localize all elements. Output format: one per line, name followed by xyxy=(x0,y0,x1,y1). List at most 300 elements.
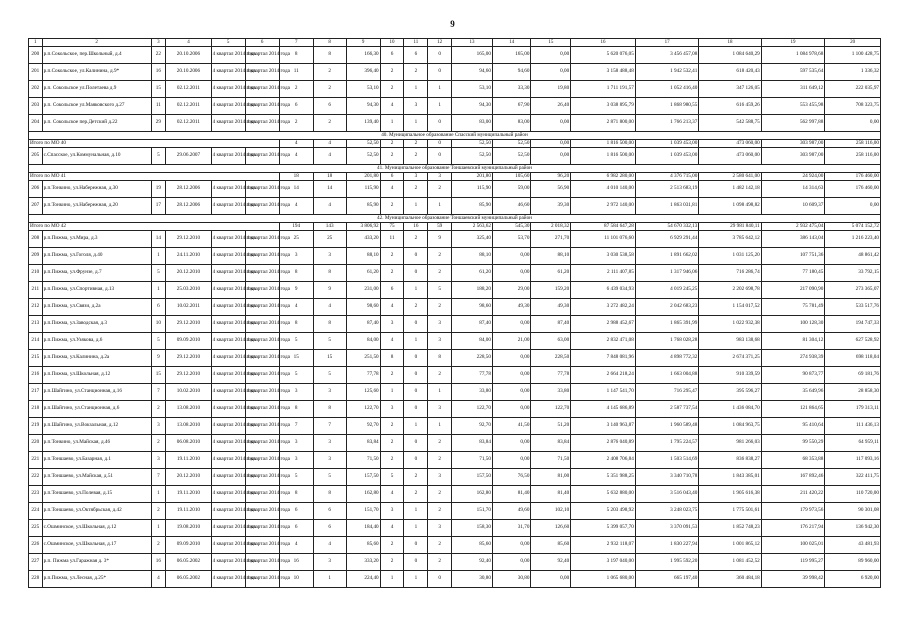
table-cell: 1 711 191,57 xyxy=(571,81,636,98)
table-cell: с.Ошминское, ул.Школьная, д.12 xyxy=(42,520,151,537)
table-cell: 6 xyxy=(279,98,313,115)
table-cell: 10.02.2010 xyxy=(166,384,211,401)
table-cell: р.п.Пижма, ул.Школьная, д.12 xyxy=(42,367,151,384)
table-cell: 16 xyxy=(279,554,313,571)
table-cell: 0,00 xyxy=(492,265,531,282)
table-cell: 89 960,00 xyxy=(825,554,881,571)
table-cell: 3 xyxy=(151,452,166,469)
table-cell: 2 xyxy=(404,148,428,165)
table-cell: 4 xyxy=(313,198,346,215)
table-cell: 14 xyxy=(151,231,166,248)
table-cell: 222 xyxy=(29,469,43,486)
table-cell: 13.08.2010 xyxy=(166,401,211,418)
table-cell: 1 031 125,20 xyxy=(699,248,761,265)
table-cell: 121 864,65 xyxy=(761,401,825,418)
table-row xyxy=(29,452,881,469)
total-cell: 75 xyxy=(380,223,404,231)
table-cell: 1 xyxy=(428,98,452,115)
table-cell: 4 квартал 2014 года xyxy=(211,148,245,165)
table-cell: 3 xyxy=(428,520,452,537)
table-cell: 9 xyxy=(151,350,166,367)
table-cell: 3 197 040,00 xyxy=(571,554,636,571)
total-cell: 545,30 xyxy=(492,223,531,231)
table-cell: 214 xyxy=(29,333,43,350)
table-cell: 1 768 028,28 xyxy=(635,333,699,350)
total-cell: 0 xyxy=(428,140,452,148)
table-cell: 2 xyxy=(428,537,452,554)
total-cell: 176 460,00 xyxy=(825,173,881,181)
total-cell: 87 584 647,28 xyxy=(571,223,636,231)
table-cell: 4 квартал 2014 года xyxy=(245,115,279,132)
table-cell: 1 xyxy=(404,418,428,435)
table-cell: р.п.Пижма, ул.Связи, д.2а xyxy=(42,299,151,316)
table-cell: 0 xyxy=(404,316,428,333)
table-cell: 4 квартал 2014 года xyxy=(245,333,279,350)
table-cell: 20.12.2010 xyxy=(166,469,211,486)
table-cell: 4 010 140,00 xyxy=(571,181,636,198)
header-cell: 17 xyxy=(635,39,699,47)
table-cell: 2 xyxy=(380,248,404,265)
table-cell: 69 181,76 xyxy=(825,367,881,384)
table-cell: 151,70 xyxy=(452,503,493,520)
table-cell: 95 410,64 xyxy=(761,418,825,435)
table-cell: 61,20 xyxy=(531,265,571,282)
total-cell: 258 116,00 xyxy=(825,140,881,148)
table-cell: 273 365,07 xyxy=(825,282,881,299)
table-cell: 1 482 142,18 xyxy=(699,181,761,198)
table-cell: 119 995,27 xyxy=(761,554,825,571)
table-cell: 665 197,40 xyxy=(635,571,699,588)
table-cell: 1 816 500,00 xyxy=(571,148,636,165)
table-cell: 2 832 471,08 xyxy=(571,333,636,350)
table-cell: 10.02.2011 xyxy=(166,299,211,316)
table-cell: 716 286,74 xyxy=(699,265,761,282)
table-cell: 3 xyxy=(428,469,452,486)
table-cell: 3 xyxy=(279,248,313,265)
table-cell: 1 052 416,40 xyxy=(635,81,699,98)
table-cell: 3 xyxy=(428,401,452,418)
table-cell: 88,10 xyxy=(531,248,571,265)
table-cell: 983 138,68 xyxy=(699,333,761,350)
section-title: 42. Муниципальное образование Тоншаевский муниципальный район xyxy=(29,215,881,223)
table-cell: 228,50 xyxy=(531,350,571,367)
table-cell: 157,50 xyxy=(452,469,493,486)
table-cell: 81,00 xyxy=(531,469,571,486)
table-cell: 4 квартал 2014 года xyxy=(245,148,279,165)
total-label: Итого по МО 41 xyxy=(29,173,280,181)
table-cell: 2 xyxy=(428,554,452,571)
table-cell: 2 xyxy=(279,81,313,98)
table-cell: 2 xyxy=(380,64,404,81)
table-cell: 85,60 xyxy=(346,537,380,554)
table-cell: 1 868 980,55 xyxy=(635,98,699,115)
table-cell: 4 квартал 2014 года xyxy=(245,47,279,64)
table-cell: 1 942 532,41 xyxy=(635,64,699,81)
table-cell: р.п.Тоншаево, ул.Октябрьская, д.42 xyxy=(42,503,151,520)
table-cell: 83,84 xyxy=(531,435,571,452)
table-cell: 0,00 xyxy=(492,435,531,452)
table-cell: 122,70 xyxy=(452,401,493,418)
table-cell: 4 квартал 2014 года xyxy=(245,64,279,81)
table-cell: 25 xyxy=(313,231,346,248)
table-cell: 71,50 xyxy=(346,452,380,469)
table-cell: 2 xyxy=(380,435,404,452)
table-cell: 8 xyxy=(279,401,313,418)
table-cell: 51,20 xyxy=(531,418,571,435)
table-cell: 1 xyxy=(151,520,166,537)
table-cell: 1 084 978,68 xyxy=(761,47,825,64)
table-cell: 2 xyxy=(428,452,452,469)
table-cell: р.п.Пижма, ул.Лесная, д.25* xyxy=(42,571,151,588)
table-cell: 2 xyxy=(428,486,452,503)
table-cell: 698 118,04 xyxy=(825,350,881,367)
table-cell: 4 квартал 2014 года xyxy=(245,198,279,215)
table-cell: 194 747,33 xyxy=(825,316,881,333)
table-cell: 251,50 xyxy=(346,350,380,367)
table-row xyxy=(29,316,881,333)
table-cell: р.п.Тонкино, ул.Набережная, д.30 xyxy=(42,181,151,198)
data-table xyxy=(28,38,881,588)
table-cell: 2 xyxy=(380,418,404,435)
header-cell: 20 xyxy=(825,39,881,47)
table-cell: 226 xyxy=(29,537,43,554)
table-cell: 2 xyxy=(404,231,428,248)
table-cell: 2 408 706,84 xyxy=(571,452,636,469)
table-cell: 3 xyxy=(279,435,313,452)
table-cell: 1 905 616,38 xyxy=(699,486,761,503)
total-cell: 105,60 xyxy=(492,173,531,181)
table-cell: 16 xyxy=(151,554,166,571)
table-cell: 4 квартал 2014 года xyxy=(245,418,279,435)
table-cell: 0,00 xyxy=(492,554,531,571)
table-cell: 0 xyxy=(404,384,428,401)
table-cell: 4 квартал 2014 года xyxy=(211,384,245,401)
table-cell: 15 xyxy=(279,350,313,367)
table-cell: 2 xyxy=(279,115,313,132)
total-cell: 4 xyxy=(279,140,313,148)
page-number: 9 xyxy=(450,19,455,29)
table-cell: 1 xyxy=(151,486,166,503)
table-cell: 6 929 291,44 xyxy=(635,231,699,248)
table-row xyxy=(29,148,881,165)
table-cell: р.п.Пижма, ул.Спортивная, д.13 xyxy=(42,282,151,299)
table-cell: 2 xyxy=(428,181,452,198)
table-cell: 204 xyxy=(29,115,43,132)
table-cell: 0 xyxy=(404,367,428,384)
table-cell: 0,00 xyxy=(492,537,531,554)
table-cell: 1 098 498,82 xyxy=(699,198,761,215)
table-cell: 29 xyxy=(151,115,166,132)
table-cell: 618 420,43 xyxy=(699,64,761,81)
table-cell: 77,78 xyxy=(531,367,571,384)
table-cell: 110 720,00 xyxy=(825,486,881,503)
table-cell: 4 xyxy=(279,148,313,165)
table-cell: 92,70 xyxy=(452,418,493,435)
table-cell: 81 304,12 xyxy=(761,333,825,350)
table-cell: 3 158 488,48 xyxy=(571,64,636,81)
table-cell: 20.10.2006 xyxy=(166,64,211,81)
table-cell: 4 квартал 2014 года xyxy=(211,231,245,248)
table-cell: 21,00 xyxy=(492,333,531,350)
table-cell: 4 квартал 2014 года xyxy=(245,350,279,367)
table-cell: 5 xyxy=(279,469,313,486)
table-cell: 0 xyxy=(428,148,452,165)
table-row xyxy=(29,98,881,115)
total-cell: 201,80 xyxy=(346,173,380,181)
table-cell: 107 751,36 xyxy=(761,248,825,265)
table-row xyxy=(29,248,881,265)
table-cell: 910 339,59 xyxy=(699,367,761,384)
table-cell: 3 xyxy=(151,418,166,435)
table-row xyxy=(29,81,881,98)
table-cell: 3 xyxy=(428,333,452,350)
table-cell: 222 035,97 xyxy=(825,81,881,98)
table-cell: р.п.Тоншаево, ул.Базарная, д.1 xyxy=(42,452,151,469)
table-cell: 228 xyxy=(29,571,43,588)
table-cell: 63,00 xyxy=(531,333,571,350)
table-cell: 87,40 xyxy=(531,316,571,333)
table-cell: 1 022 932,38 xyxy=(699,316,761,333)
table-cell: 4 квартал 2014 года xyxy=(211,181,245,198)
table-cell: 3 xyxy=(380,401,404,418)
table-cell: 33 792,15 xyxy=(825,265,881,282)
table-cell: 1 147 541,70 xyxy=(571,384,636,401)
table-cell: 02.12.2011 xyxy=(166,81,211,98)
table-cell: 8 xyxy=(313,486,346,503)
table-cell: 75 781,49 xyxy=(761,299,825,316)
table-row xyxy=(29,47,881,64)
table-cell: 3 038 895,79 xyxy=(571,98,636,115)
table-cell: 4 xyxy=(380,181,404,198)
table-cell: 0,00 xyxy=(531,115,571,132)
table-row xyxy=(29,265,881,282)
table-row xyxy=(29,384,881,401)
table-cell: 1 001 865,12 xyxy=(699,537,761,554)
total-cell: 194 xyxy=(279,223,313,231)
total-cell: 29 981 840,11 xyxy=(699,223,761,231)
table-cell: 94,30 xyxy=(452,98,493,115)
total-cell: 3 xyxy=(404,173,428,181)
table-cell: 2 xyxy=(428,265,452,282)
table-cell: 117 093,16 xyxy=(825,452,881,469)
table-cell: 1 154 017,52 xyxy=(699,299,761,316)
table-cell: 52,50 xyxy=(346,148,380,165)
table-cell: 0,00 xyxy=(825,115,881,132)
table-cell: 2 xyxy=(428,248,452,265)
table-cell: 179 313,11 xyxy=(825,401,881,418)
total-cell: 52,50 xyxy=(452,140,493,148)
table-cell: 5 xyxy=(313,367,346,384)
table-cell: 3 272 482,24 xyxy=(571,299,636,316)
table-cell: 2 xyxy=(380,198,404,215)
header-cell: 7 xyxy=(279,39,313,47)
table-cell: р.п.Пижма, ул.Гоголя, д.40 xyxy=(42,248,151,265)
table-cell: 325,40 xyxy=(452,231,493,248)
table-cell: 4 квартал 2014 года xyxy=(211,537,245,554)
table-cell: 14 xyxy=(313,181,346,198)
table-cell: 3 xyxy=(428,316,452,333)
table-cell: 4 квартал 2014 года xyxy=(245,486,279,503)
table-cell: р.п.Пижма, ул.Узякова, д.6 xyxy=(42,333,151,350)
total-label: Итого по МО 40 xyxy=(29,140,280,148)
table-cell: 0,00 xyxy=(531,148,571,165)
table-cell: 29,00 xyxy=(492,282,531,299)
table-cell: 6 xyxy=(380,282,404,299)
section-row xyxy=(29,165,881,173)
table-cell: 15 xyxy=(313,350,346,367)
table-cell: 53,10 xyxy=(452,81,493,98)
table-cell: 562 997,88 xyxy=(761,115,825,132)
table-cell: 2 042 683,23 xyxy=(635,299,699,316)
table-cell: 09.09.2010 xyxy=(166,333,211,350)
table-cell: 7 xyxy=(151,384,166,401)
table-cell: 26,40 xyxy=(531,98,571,115)
table-cell: 11 101 076,60 xyxy=(571,231,636,248)
table-cell: 200 xyxy=(29,47,43,64)
table-cell: 1 436 084,70 xyxy=(699,401,761,418)
total-cell: 2 018,32 xyxy=(531,223,571,231)
header-cell: 9 xyxy=(346,39,380,47)
table-cell: 90 873,77 xyxy=(761,367,825,384)
table-cell: 4 квартал 2014 года xyxy=(211,350,245,367)
table-cell: 39 998,42 xyxy=(761,571,825,588)
table-cell: 09.09.2010 xyxy=(166,537,211,554)
table-cell: 53,10 xyxy=(346,81,380,98)
table-cell: 0,00 xyxy=(492,401,531,418)
table-cell: 4 квартал 2014 года xyxy=(211,98,245,115)
total-cell: 1 816 500,00 xyxy=(571,140,636,148)
total-cell: 18 xyxy=(313,173,346,181)
header-cell: 6 xyxy=(245,39,279,47)
table-cell: 4 xyxy=(279,537,313,554)
table-cell: 2 xyxy=(404,486,428,503)
table-cell: 3 xyxy=(313,248,346,265)
table-cell: 8 xyxy=(428,350,452,367)
table-cell: 0,00 xyxy=(531,47,571,64)
total-row xyxy=(29,140,881,148)
table-cell: 122,70 xyxy=(531,401,571,418)
table-cell: 4 145 686,89 xyxy=(571,401,636,418)
table-cell: 5 203 498,92 xyxy=(571,503,636,520)
table-cell: 115,90 xyxy=(346,181,380,198)
table-cell: 4 квартал 2014 года xyxy=(245,231,279,248)
table-cell: 1 xyxy=(404,81,428,98)
header-cell: 11 xyxy=(404,39,428,47)
table-cell: 1 830 227,94 xyxy=(635,537,699,554)
table-cell: 5 xyxy=(313,469,346,486)
table-cell: 0 xyxy=(428,571,452,588)
table-cell: 4 квартал 2014 года xyxy=(211,81,245,98)
table-cell: 10 xyxy=(279,571,313,588)
table-cell: 19.11.2010 xyxy=(166,452,211,469)
table-cell: 159,20 xyxy=(531,282,571,299)
header-cell: 14 xyxy=(492,39,531,47)
table-cell: 77 180,45 xyxy=(761,265,825,282)
table-cell: 2 xyxy=(380,537,404,554)
table-cell: 06.05.2002 xyxy=(166,571,211,588)
total-cell: 3 xyxy=(428,173,452,181)
table-cell: 85,60 xyxy=(531,537,571,554)
table-cell: 206 xyxy=(29,181,43,198)
table-cell: 228,50 xyxy=(452,350,493,367)
table-cell: 4 квартал 2014 года xyxy=(211,486,245,503)
table-cell: 0 xyxy=(428,115,452,132)
table-row xyxy=(29,520,881,537)
table-cell: 6 xyxy=(313,503,346,520)
header-cell: 19 xyxy=(761,39,825,47)
table-cell: 4 квартал 2014 года xyxy=(211,282,245,299)
header-cell: 16 xyxy=(571,39,636,47)
table-cell: 19.11.2010 xyxy=(166,486,211,503)
total-cell: 18 xyxy=(279,173,313,181)
table-cell: 1 960 589,48 xyxy=(635,418,699,435)
table-cell: 333,20 xyxy=(346,554,380,571)
table-cell: 8 xyxy=(279,265,313,282)
table-cell: 4 квартал 2014 года xyxy=(245,384,279,401)
total-cell: 2 580 641,00 xyxy=(699,173,761,181)
table-cell: 13.08.2010 xyxy=(166,418,211,435)
table-cell: 6 xyxy=(313,520,346,537)
table-cell: 1 065 680,00 xyxy=(571,571,636,588)
table-cell: 4 квартал 2014 года xyxy=(245,503,279,520)
table-cell: 188,20 xyxy=(452,282,493,299)
table-cell: 111 436,13 xyxy=(825,418,881,435)
table-cell: 29.06.2007 xyxy=(166,148,211,165)
table-cell: р.п.Пижма, ул.Фрунзе, д.7 xyxy=(42,265,151,282)
table-cell: 28.12.2006 xyxy=(166,198,211,215)
table-cell: 19.08.2010 xyxy=(166,520,211,537)
header-cell: 4 xyxy=(166,39,211,47)
table-cell: 84,00 xyxy=(346,333,380,350)
table-cell: 52,50 xyxy=(492,148,531,165)
table-cell: 2 xyxy=(404,181,428,198)
table-cell: с.Ошминское, ул.Школьная, д.17 xyxy=(42,537,151,554)
table-cell: 2 513 683,19 xyxy=(635,181,699,198)
table-cell: 217 xyxy=(29,384,43,401)
table-cell: 20.12.2010 xyxy=(166,265,211,282)
table-cell: 4 квартал 2014 года xyxy=(211,64,245,81)
total-cell: 1 039 453,00 xyxy=(635,140,699,148)
table-cell: 553 455,98 xyxy=(761,98,825,115)
table-cell: 46,60 xyxy=(492,198,531,215)
table-cell: 3 248 023,75 xyxy=(635,503,699,520)
table-cell: 33,30 xyxy=(492,81,531,98)
table-cell: 0 xyxy=(404,401,428,418)
table-cell: 4 квартал 2014 года xyxy=(211,520,245,537)
table-cell: 4 квартал 2014 года xyxy=(211,469,245,486)
table-cell: 2 587 737,54 xyxy=(635,401,699,418)
table-cell: 209 xyxy=(29,248,43,265)
table-cell: 1 xyxy=(404,282,428,299)
table-cell: 1 775 501,61 xyxy=(699,503,761,520)
table-cell: 94,60 xyxy=(492,64,531,81)
total-cell: 4 xyxy=(313,140,346,148)
table-cell: 4 xyxy=(313,299,346,316)
table-cell: р.п. Сокольское ул.Маяковского д.27 xyxy=(42,98,151,115)
table-cell: 151,70 xyxy=(346,503,380,520)
table-cell: 8 xyxy=(380,350,404,367)
total-cell: 96,20 xyxy=(531,173,571,181)
header-cell: 2 xyxy=(42,39,151,47)
table-cell: 125,60 xyxy=(346,384,380,401)
table-cell: 4 квартал 2014 года xyxy=(211,333,245,350)
table-cell: 6 920,00 xyxy=(825,571,881,588)
table-cell: 303 987,00 xyxy=(761,148,825,165)
table-cell: 322 411,75 xyxy=(825,469,881,486)
table-row xyxy=(29,350,881,367)
table-cell: 6 439 034,93 xyxy=(571,282,636,299)
table-cell: 3 xyxy=(313,435,346,452)
